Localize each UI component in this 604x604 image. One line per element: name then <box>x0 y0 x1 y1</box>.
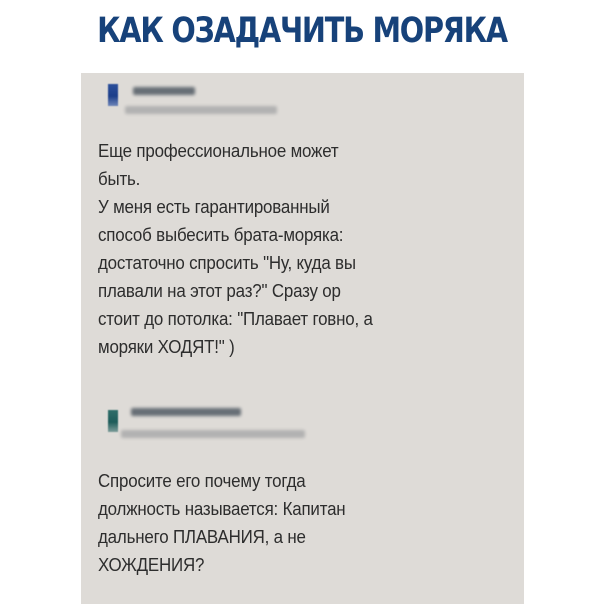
blurred-username[interactable] <box>131 408 241 416</box>
blurred-avatar-icon[interactable] <box>108 84 118 106</box>
blurred-avatar-icon[interactable] <box>108 410 118 432</box>
blurred-comment-meta <box>125 106 277 114</box>
meme-headline: КАК ОЗАДАЧИТЬ МОРЯКА <box>97 11 507 51</box>
comment-text: Еще профессиональное может быть. У меня есть гарантированный способ выбесить брата-моряка: достаточно спросить "Ну, куда вы плавали на этот раз?" Сразу ор стоит до потолка: "Плавает говно, а моряки ХОДЯТ!" ) <box>98 141 373 357</box>
comment-text: Спросите его почему тогда должность называется: Капитан дальнего ПЛАВАНИЯ, а не ХОЖДЕНИЯ? <box>98 471 346 575</box>
blurred-comment-meta <box>121 430 305 438</box>
comments-screenshot <box>81 73 524 604</box>
blurred-username[interactable] <box>133 87 195 95</box>
comment <box>81 73 524 383</box>
comment <box>81 393 524 604</box>
